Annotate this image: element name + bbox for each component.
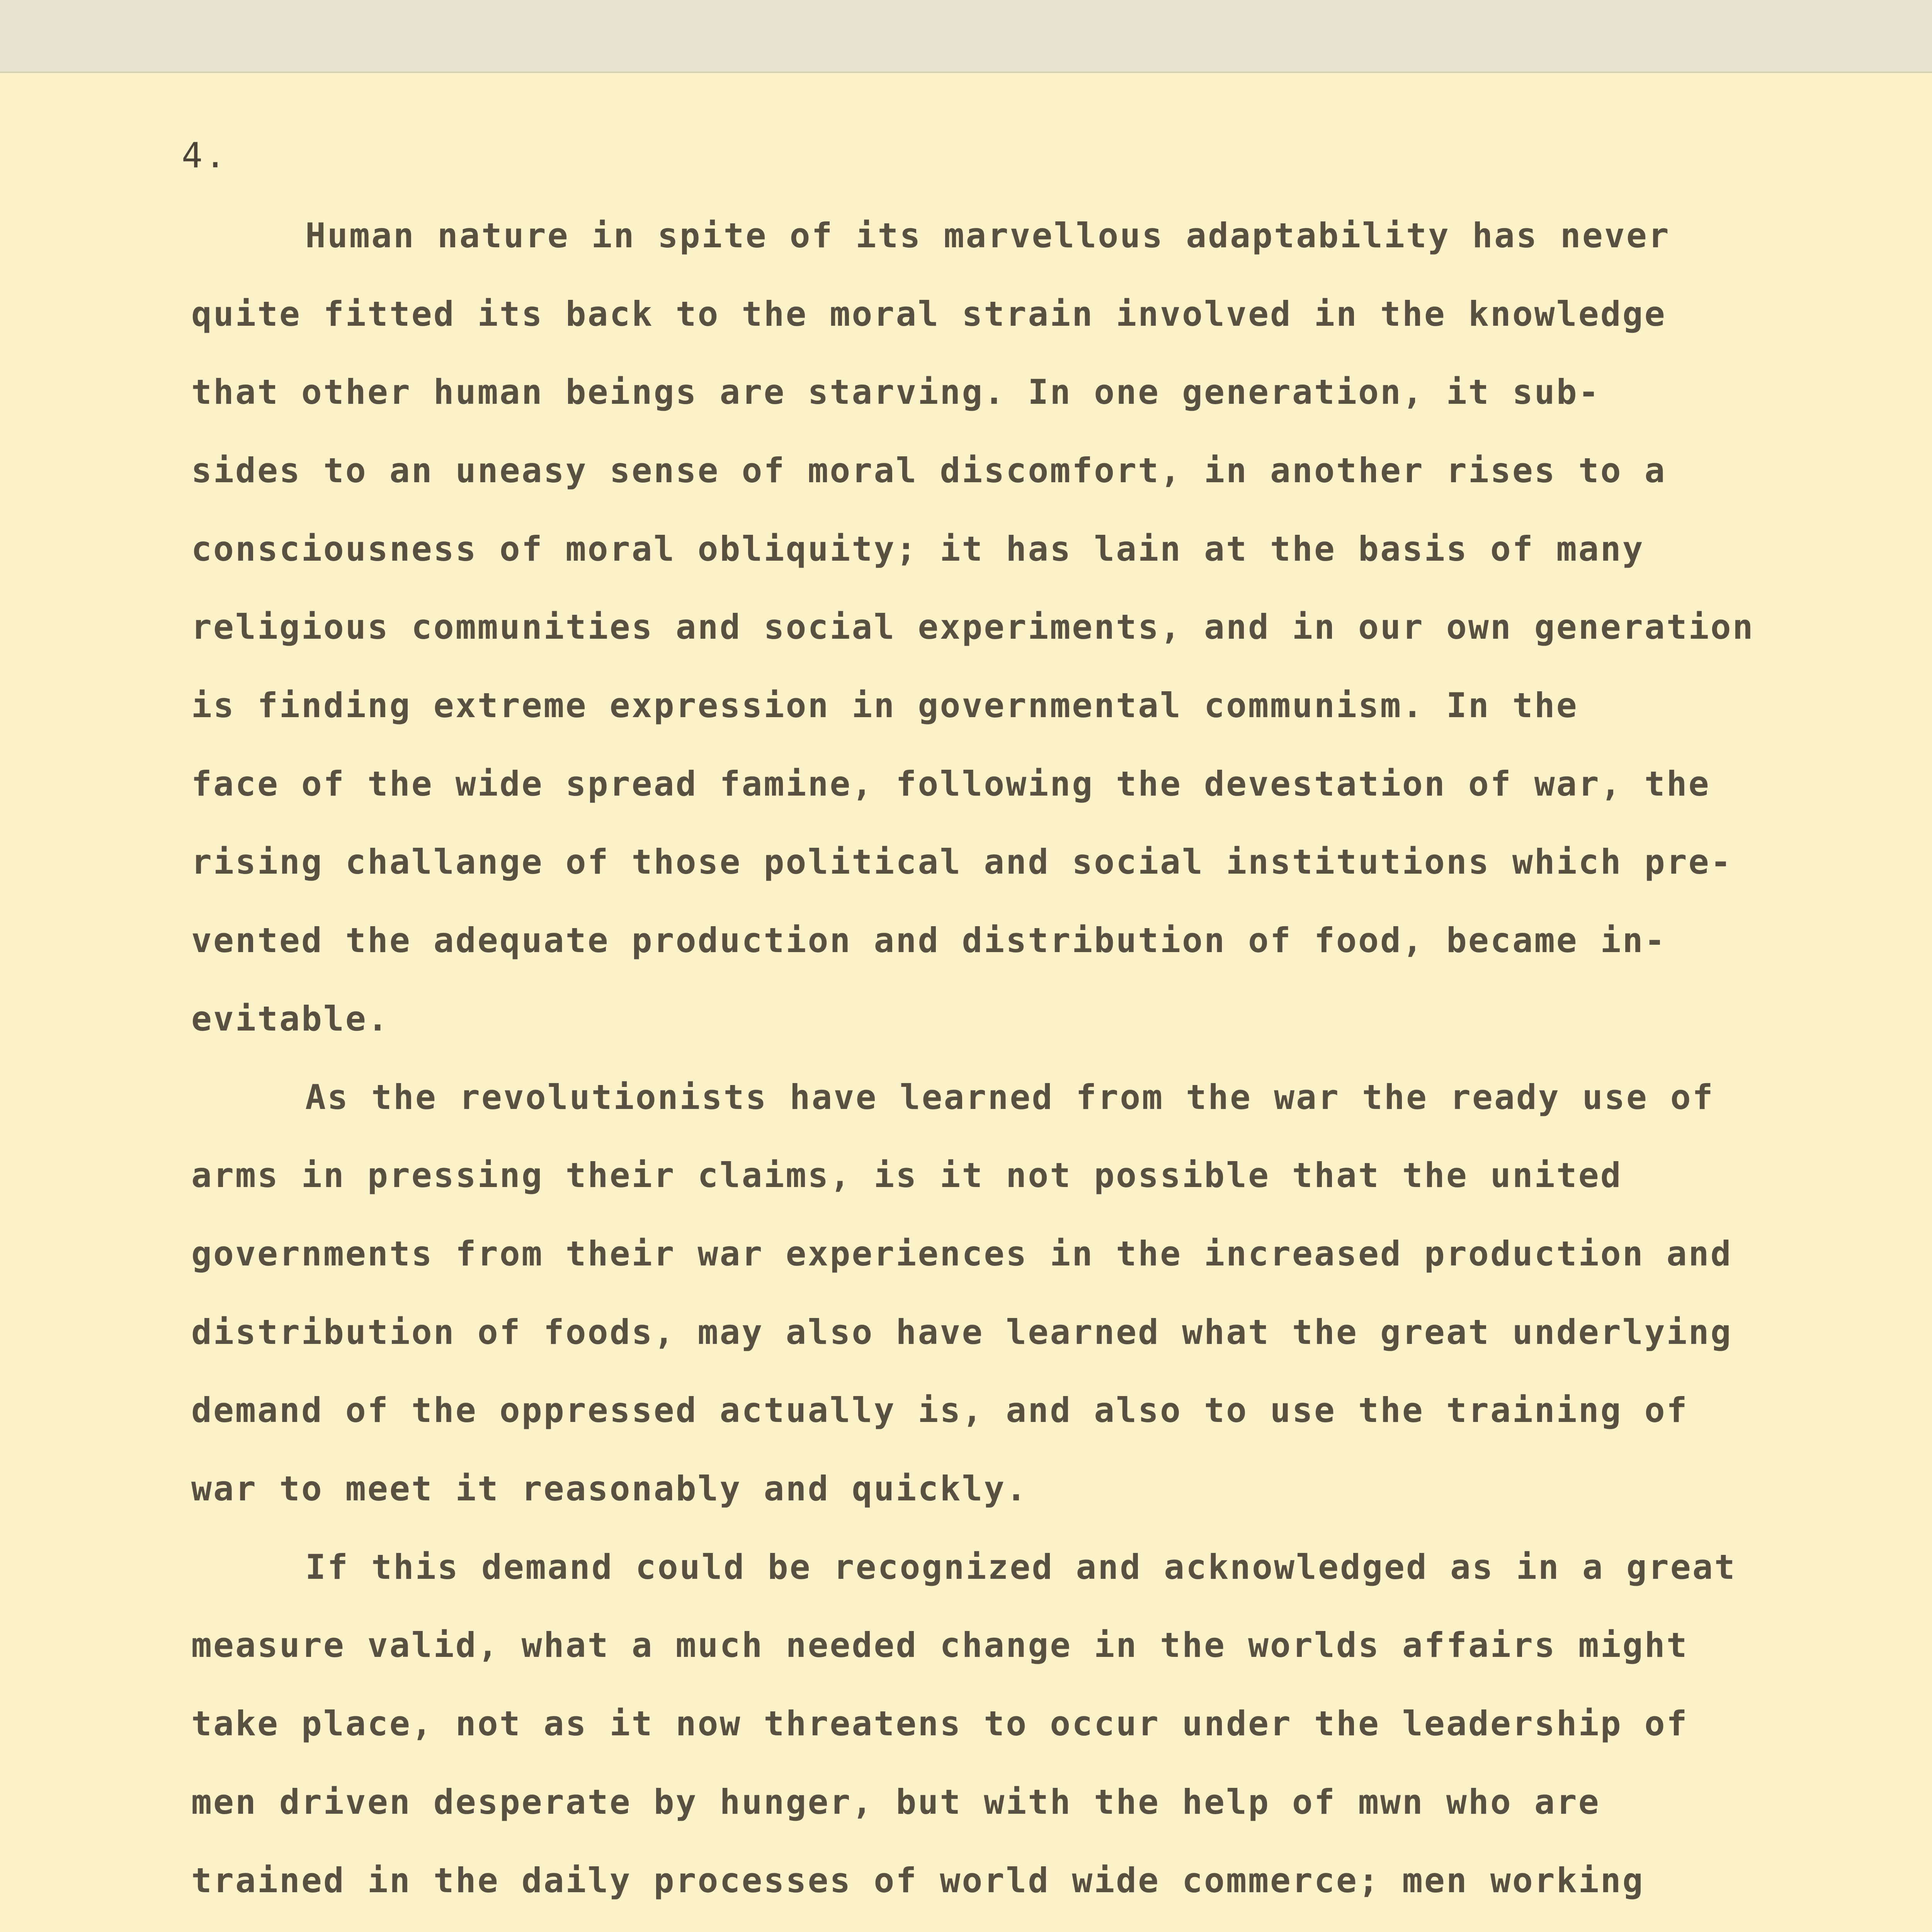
text-line: vented the adequate production and distribution of food, became in- bbox=[191, 920, 1667, 960]
page-number: 4. bbox=[182, 135, 228, 176]
text-line: religious communities and social experiments, and in our own generation bbox=[191, 607, 1755, 647]
text-line: measure valid, what a much needed change in the worlds affairs might bbox=[191, 1625, 1689, 1665]
text-line: rising challange of those political and social institutions which pre- bbox=[191, 842, 1733, 882]
text-line: consciousness of moral obliquity; it has lain at the basis of many bbox=[191, 529, 1645, 569]
text-line: If this demand could be recognized and acknowledged as in a great bbox=[305, 1547, 1736, 1587]
paper-edge bbox=[0, 0, 1932, 73]
text-line: men driven desperate by hunger, but with the help of mwn who are bbox=[191, 1782, 1600, 1822]
text-line: is finding extreme expression in governmental communism. In the bbox=[191, 685, 1578, 725]
text-line: Human nature in spite of its marvellous adaptability has never bbox=[305, 216, 1670, 255]
text-line: face of the wide spread famine, following the devestation of war, the bbox=[191, 764, 1711, 804]
text-line: trained in the daily processes of world wide commerce; men working bbox=[191, 1861, 1645, 1900]
text-line: war to meet it reasonably and quickly. bbox=[191, 1469, 1028, 1509]
text-line: quite fitted its back to the moral strain involved in the knowledge bbox=[191, 294, 1667, 334]
text-line: arms in pressing their claims, is it not possible that the united bbox=[191, 1155, 1622, 1195]
text-line: take place, not as it now threatens to occur under the leadership of bbox=[191, 1704, 1689, 1743]
text-line: As the revolutionists have learned from the war the ready use of bbox=[305, 1077, 1714, 1117]
text-line: evitable. bbox=[191, 999, 389, 1039]
text-line: sides to an uneasy sense of moral discomfort, in another rises to a bbox=[191, 451, 1667, 490]
text-line: that other human beings are starving. In one generation, it sub- bbox=[191, 372, 1600, 412]
text-line: distribution of foods, may also have learned what the great underlying bbox=[191, 1312, 1733, 1352]
text-line: demand of the oppressed actually is, and also to use the training of bbox=[191, 1390, 1689, 1430]
text-line: governments from their war experiences in the increased production and bbox=[191, 1234, 1733, 1274]
